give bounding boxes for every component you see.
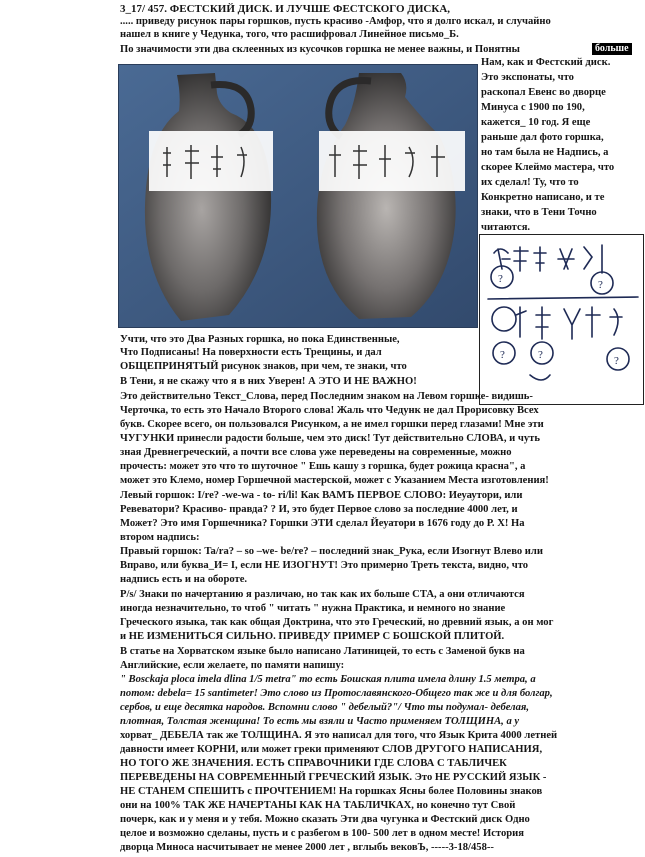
glyph-sketch-art [480,235,643,404]
body-line: потом: debela= 15 santimeter! Это слово из Протославянского-Общего так же и для болгар, [120,688,553,699]
right-col-line: но там была не Надпись, а [481,147,609,158]
body-line: сербов, и еще десятка народов. Вспомни слово " дебелый?"/ Что ты подумал- дебелая, [120,702,530,713]
svg-text:?: ? [598,279,603,291]
body-line: Что Подписаны! На поверхности есть Трещины, и дал [120,347,382,358]
body-line: хорват_ ДЕБЕЛА так же ТОЛЩИНА. Я это написал для того, что Язык Крита 4000 летней [120,730,558,741]
body-line: Это действительно Текст_Слова, перед Последним знаком на Левом горшке- видишь- [120,391,533,402]
body-line: может это Клемо, номер Горшечной мастерской, может с Указанием Места изготовления! [120,475,549,486]
body-line: Черточка, то есть это Начало Второго слова! Жаль что Чедунк не дал Прорисовку Всех [120,405,539,416]
body-line: они на 100% ТАК ЖЕ НАЧЕРТАНЫ КАК НА ТАБЛИЧКАХ, но конечно тут Свой [120,800,516,811]
svg-text:?: ? [614,355,619,367]
doc-title: 3_17/ 457. ФЕСТСКИЙ ДИСК. И ЛУЧШЕ ФЕСТСКОГО ДИСКА, [120,3,451,15]
right-col-line: читаются. [481,222,531,233]
body-line: прочесть: может это что то шуточное " Ешь кашу з горшка, будет рожица красна", а [120,461,526,472]
body-line: Правый горшок: Ta/ra? – so –we- be/re? – последний знак_Рука, если Изогнут Влево или [120,546,543,557]
body-line: НЕ СТАНЕМ СПЕШИТЬ с ПРОЧТЕНИЕМ! На горшках Ясны более Половины знаков [120,786,543,797]
header-line-2: ..... приведу рисунок пары горшков, пусть красиво -Амфор, что я долго искал, и случайно [120,16,551,27]
body-line: давности имеет КОРНИ, или может греки применяют СЛОВ ДРУГОГО НАПИСАНИЯ, [120,744,543,755]
body-line: надпись есть и на обороте. [120,574,248,585]
body-line: В статье на Хорватском языке было написано Латиницей, то есть с Заменой букв на [120,646,525,657]
svg-text:?: ? [500,349,505,361]
amphora-photo-art [119,65,477,327]
right-col-line: Конкретно написано, и те [481,192,605,203]
body-line: " Bosckaja ploca imela dlina 1/5 metra" то есть Бошская плита имела длину 1.5 метра, а [120,674,536,685]
header-line-3: нашел в книге у Чедунка, того, что расшифровал Линейное письмо_Б. [120,29,459,40]
body-line: Учти, что это Два Разных горшка, но пока Единственные, [120,334,400,345]
body-line: и НЕ ИЗМЕНИТЬСЯ СИЛЬНО. ПРИВЕДУ ПРИМЕР С БОШСКОЙ ПЛИТОЙ. [120,631,505,642]
right-col-line: Нам, как и Фестский диск. [481,57,611,68]
right-col-line: Минуса с 1900 по 190, [481,102,585,113]
body-line: плотная, Толстая женщина! То есть мы взяли и Часто применяем ТОЛЩИНА, а у [120,716,520,727]
body-line: втором надпись: [120,532,200,543]
amphora-photo [118,64,478,328]
right-col-line: кажется_ 10 год. Я еще [481,117,591,128]
body-line: Левый горшок: I/re? -we-wa - to- ri/li! Как ВАМЪ ПЕРВОЕ СЛОВО: Иеуаутори, или [120,490,523,501]
body-line: Английские, если желаете, по памяти напишу: [120,660,345,671]
right-col-line: их сделал! Ту, что то [481,177,579,188]
body-line: P/s/ Знаки по начертанию я различаю, но так как их больше СТА, а они отличаются [120,589,525,600]
body-line: дворца Миноса насчитывает не менее 2000 лет , вглыбь вековЪ, -----3-18/458-- [120,842,494,853]
right-col-line: скорее Клеймо мастера, что [481,162,615,173]
body-line: Вправо, или буква_И= I, если НЕ ИЗОГНУТ! Это примерно Треть текста, видно, что [120,560,529,571]
body-line: ПЕРЕВЕДЕНЫ НА СОВРЕМЕННЫЙ ГРЕЧЕСКИЙ ЯЗЫК. Это НЕ РУССКИЙ ЯЗЫК - [120,772,547,783]
right-col-line: знаки, что в Тени Точно [481,207,597,218]
right-col-line: раньше дал фото горшка, [481,132,604,143]
glyph-sketch [479,234,644,405]
svg-text:?: ? [498,273,503,285]
body-line: ОБЩЕПРИНЯТЫЙ рисунок знаков, при чем, те знаки, что [120,361,407,372]
body-line: букв. Скорее всего, он пользовался Рисунком, а не имел горшки перед глазами! Мне эти [120,419,544,430]
body-line: иногда незначительно, то чтоб " читать " нужна Практика, и немного но знание [120,603,506,614]
body-line: В Тени, я не скажу что я в них Уверен! А ЭТО И НЕ ВАЖНО! [120,376,417,387]
body-line: НО ТОГО ЖЕ ЗНАЧЕНИЯ. ЕСТЬ СПРАВОЧНИКИ ГДЕ СЛОВА С ТАБЛИЧЕК [120,758,507,769]
right-col-line: Это экспонаты, что [481,72,574,83]
body-line: Ревеватори? Красиво- правда? ? И, это будет Первое слово за последние 4000 лет, и [120,504,518,515]
body-line: почерк, как и у меня и у тебя. Можно сказать Эти два чугунка и Фестский диск Одно [120,814,530,825]
header-line-4: По значимости эти два склеенных из кусочков горшка не менее важны, и Понятны [120,44,520,55]
body-line: Может? Это имя Горшечника? Горшки ЭТИ сделал Йеуатори в 1676 году до Р. Х! На [120,518,525,529]
svg-text:?: ? [538,349,543,361]
body-line: зная Древнегреческий, а почти все слова уже переведены на современные, можно [120,447,512,458]
right-col-line: раскопал Евенс во дворце [481,87,606,98]
body-line: ЧУГУНКИ принесли радости больше, чем это диск! Тут действительно СЛОВА, и чуть [120,433,540,444]
highlight-badge: больше [592,43,632,55]
body-line: целое и возможно сделаны, пусть и с разбегом в 100- 500 лет в одном месте! История [120,828,524,839]
body-line: Греческого языка, так как общая Доктрина, что это Греческий, но древний язык, а он мог [120,617,554,628]
